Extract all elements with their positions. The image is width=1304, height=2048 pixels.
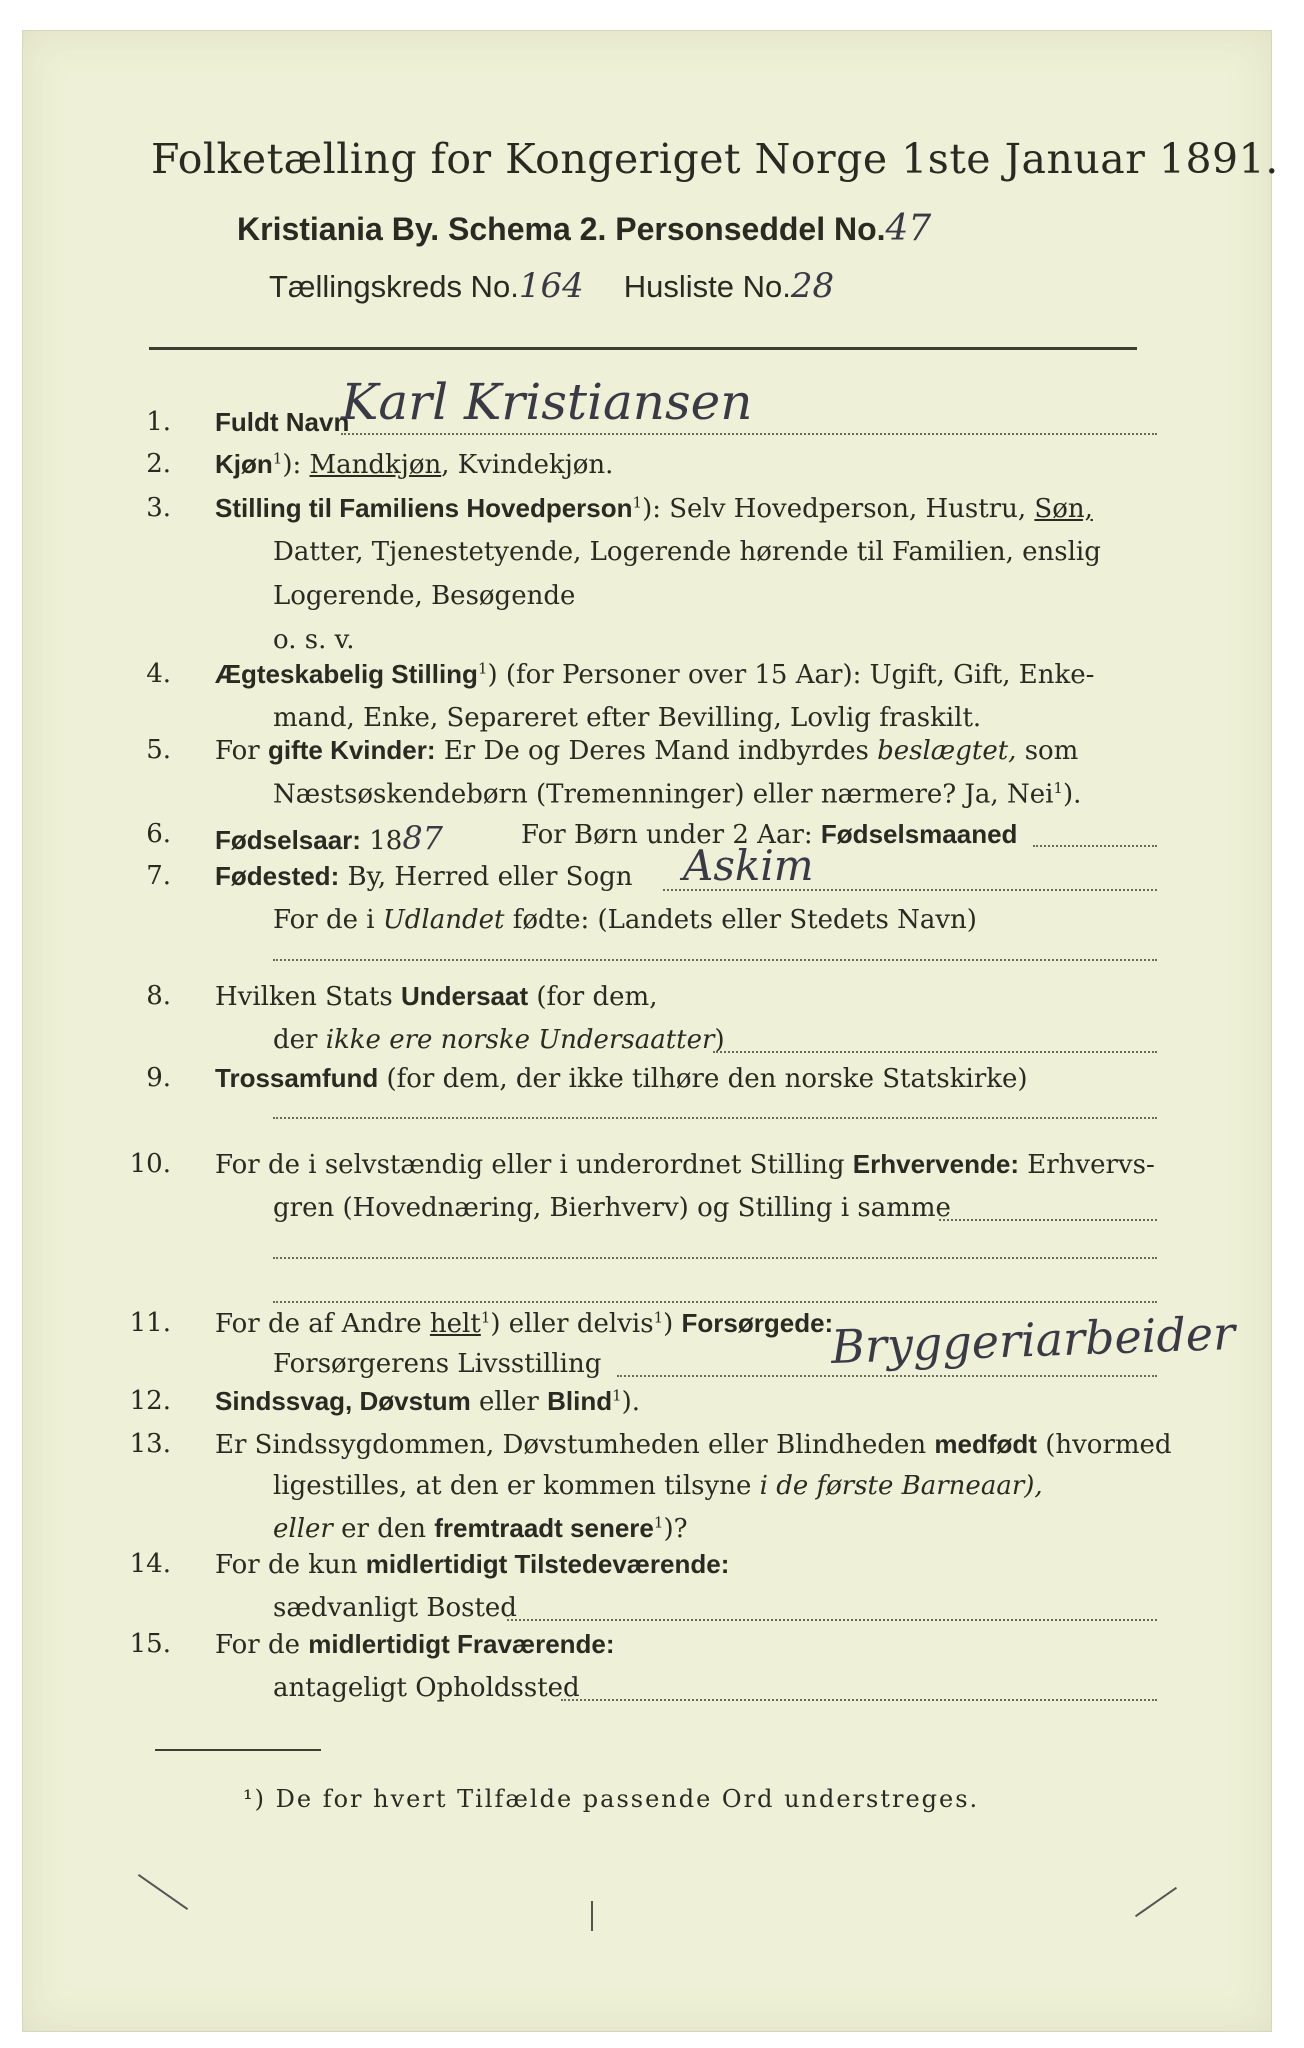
occupation-dotted-line-3 [273,1301,1157,1303]
item-number: 8. [146,981,171,1011]
item-number: 12. [129,1386,171,1416]
item-3: Stilling til Familiens Hovedperson$^1$): Selv Hovedperson, Hustru, Søn, [215,493,1093,524]
item-number: 10. [129,1149,171,1179]
birth-year-label: Fødselsaar: [215,825,361,855]
schema-prefix: Kristiania By. Schema 2. Personseddel No. [237,211,886,247]
item-14-line-2: sædvanligt Bosted [273,1593,517,1623]
married-women-label: gifte Kvinder: [267,735,436,765]
item-2: Kjøn$^1$): Mandkjøn, Kvindekjøn. [215,449,614,480]
item-4: Ægteskabelig Stilling$^1$) (for Personer over 15 Aar): Ugift, Gift, Enke- [215,659,1095,690]
item-number: 1. [146,407,171,437]
congenital-label: medfødt [934,1429,1037,1459]
item-10: For de i selvstændig eller i underordnet Stilling Erhvervende: Erhvervs- [215,1149,1155,1180]
item-13-line-2: ligestilles, at den er kommen tilsyne i de første Barneaar), [273,1471,1043,1501]
item-number: 5. [146,735,171,765]
item-number: 15. [129,1629,171,1659]
item-number: 4. [146,659,171,689]
sex-option-male: Mandkjøn [309,450,442,480]
corner-mark-left [138,1874,188,1910]
item-number: 13. [129,1429,171,1459]
item-11: For de af Andre helt$^1$) eller delvis$^1$) Forsørgede: [215,1308,834,1339]
citizenship-label: Undersaat [400,981,529,1011]
schema-line [237,208,931,249]
item-number: 11. [129,1308,171,1338]
item-1 [215,407,349,438]
item-number: 9. [146,1063,171,1093]
birthplace-label: Fødested: [215,861,340,891]
item-4-line-2: mand, Enke, Separeret efter Bevilling, Lovlig fraskilt. [273,703,982,733]
item-14: For de kun midlertidigt Tilstedeværende: [215,1549,730,1580]
item-6: Fødselsaar: 1887 [215,819,444,857]
full-name-value: Karl Kristiansen [341,373,753,431]
sex-label: Kjøn [215,449,273,479]
item-3-line-4: o. s. v. [273,625,355,655]
tk-line [269,266,834,306]
item-number: 14. [129,1549,171,1579]
item-10-line-2: gren (Hovednæring, Bierhverv) og Stilling i samme [273,1193,951,1223]
family-position-label: Stilling til Familiens Hovedperson [215,493,633,523]
disability-label: Sindssvag, Døvstum [215,1386,471,1416]
header-divider [149,347,1137,350]
footnote: ¹) De for hvert Tilfælde passende Ord understreges. [243,1785,980,1813]
occupation-label: Erhvervende: [852,1149,1019,1179]
item-number: 7. [146,861,171,891]
marital-status-label: Ægteskabelig Stilling [215,659,478,689]
foreign-birthplace-dotted-line [273,959,1157,961]
birth-month-dotted-line [1033,845,1157,847]
corner-mark-right [1135,1887,1177,1917]
temporarily-present-label: midlertidigt Tilstedeværende: [365,1549,730,1579]
corner-mark-center [591,1901,593,1931]
form-title: Folketælling for Kongeriget Norge 1ste Januar 1891. [151,135,1279,183]
item-5: For gifte Kvinder: Er De og Deres Mand indbyrdes beslægtet, som [215,735,1079,766]
husliste-number: 28 [790,266,835,306]
birthplace-value: Askim [683,841,814,890]
occupation-dotted-line-1 [939,1219,1157,1221]
item-number: 2. [146,449,171,479]
tk-label: Tællingskreds No. [269,269,519,304]
birth-month-label: Fødselsmaaned [820,819,1018,849]
usual-residence-dotted-line [507,1619,1157,1621]
census-form [22,30,1279,2032]
tk-number: 164 [518,266,584,306]
birth-year-value: 87 [402,819,444,857]
family-position-son: Søn, [1034,494,1093,524]
birthplace-dotted-line [663,889,1157,891]
item-8-line-2: der ikke ere norske Undersaatter) [273,1025,725,1055]
item-13: Er Sindssygdommen, Døvstumheden eller Blindheden medfødt (hvormed [215,1429,1172,1460]
item-13-line-3: eller er den fremtraadt senere$^1$)? [273,1513,688,1544]
probable-residence-dotted-line [561,1699,1157,1701]
religion-label: Trossamfund [215,1063,379,1093]
item-7-line-2: For de i Udlandet fødte: (Landets eller Stedets Navn) [273,905,977,935]
item-9: Trossamfund (for dem, der ikke tilhøre den norske Statskirke) [215,1063,1028,1094]
item-3-line-2: Datter, Tjenestetyende, Logerende hørende til Familien, enslig [273,537,1101,567]
item-3-line-3: Logerende, Besøgende [273,581,576,611]
item-6-children: For Børn under 2 Aar: Fødselsmaaned [521,819,1018,850]
supported-label: Forsørgede: [681,1308,834,1338]
citizenship-dotted-line [713,1051,1157,1053]
item-15-line-2: antageligt Opholdssted [273,1673,580,1703]
item-15: For de midlertidigt Fraværende: [215,1629,615,1660]
item-number: 3. [146,493,171,523]
item-8: Hvilken Stats Undersaat (for dem, [215,981,658,1012]
item-12: Sindssvag, Døvstum eller Blind$^1$). [215,1386,641,1417]
religion-dotted-line [273,1117,1157,1119]
full-name-label: Fuldt Navn [215,407,350,437]
husliste-label: Husliste No. [623,269,791,304]
sex-option-female: , Kvindekjøn. [441,450,614,480]
item-11-line-2: Forsørgerens Livsstilling [273,1349,602,1379]
provider-occupation-value: Bryggeriarbeider [830,1305,1236,1375]
item-5-line-2: Næstsøskendebørn (Tremenninger) eller nærmere? Ja, Nei$^1$). [273,779,1082,810]
personseddel-number: 47 [885,208,932,249]
full-name-dotted-line [341,433,1157,435]
temporarily-absent-label: midlertidigt Fraværende: [308,1629,615,1659]
occupation-dotted-line-2 [273,1257,1157,1259]
provider-occupation-dotted-line [617,1375,1157,1377]
footnote-divider [155,1749,321,1751]
item-number: 6. [146,819,171,849]
item-7: Fødested: By, Herred eller Sogn [215,861,633,892]
